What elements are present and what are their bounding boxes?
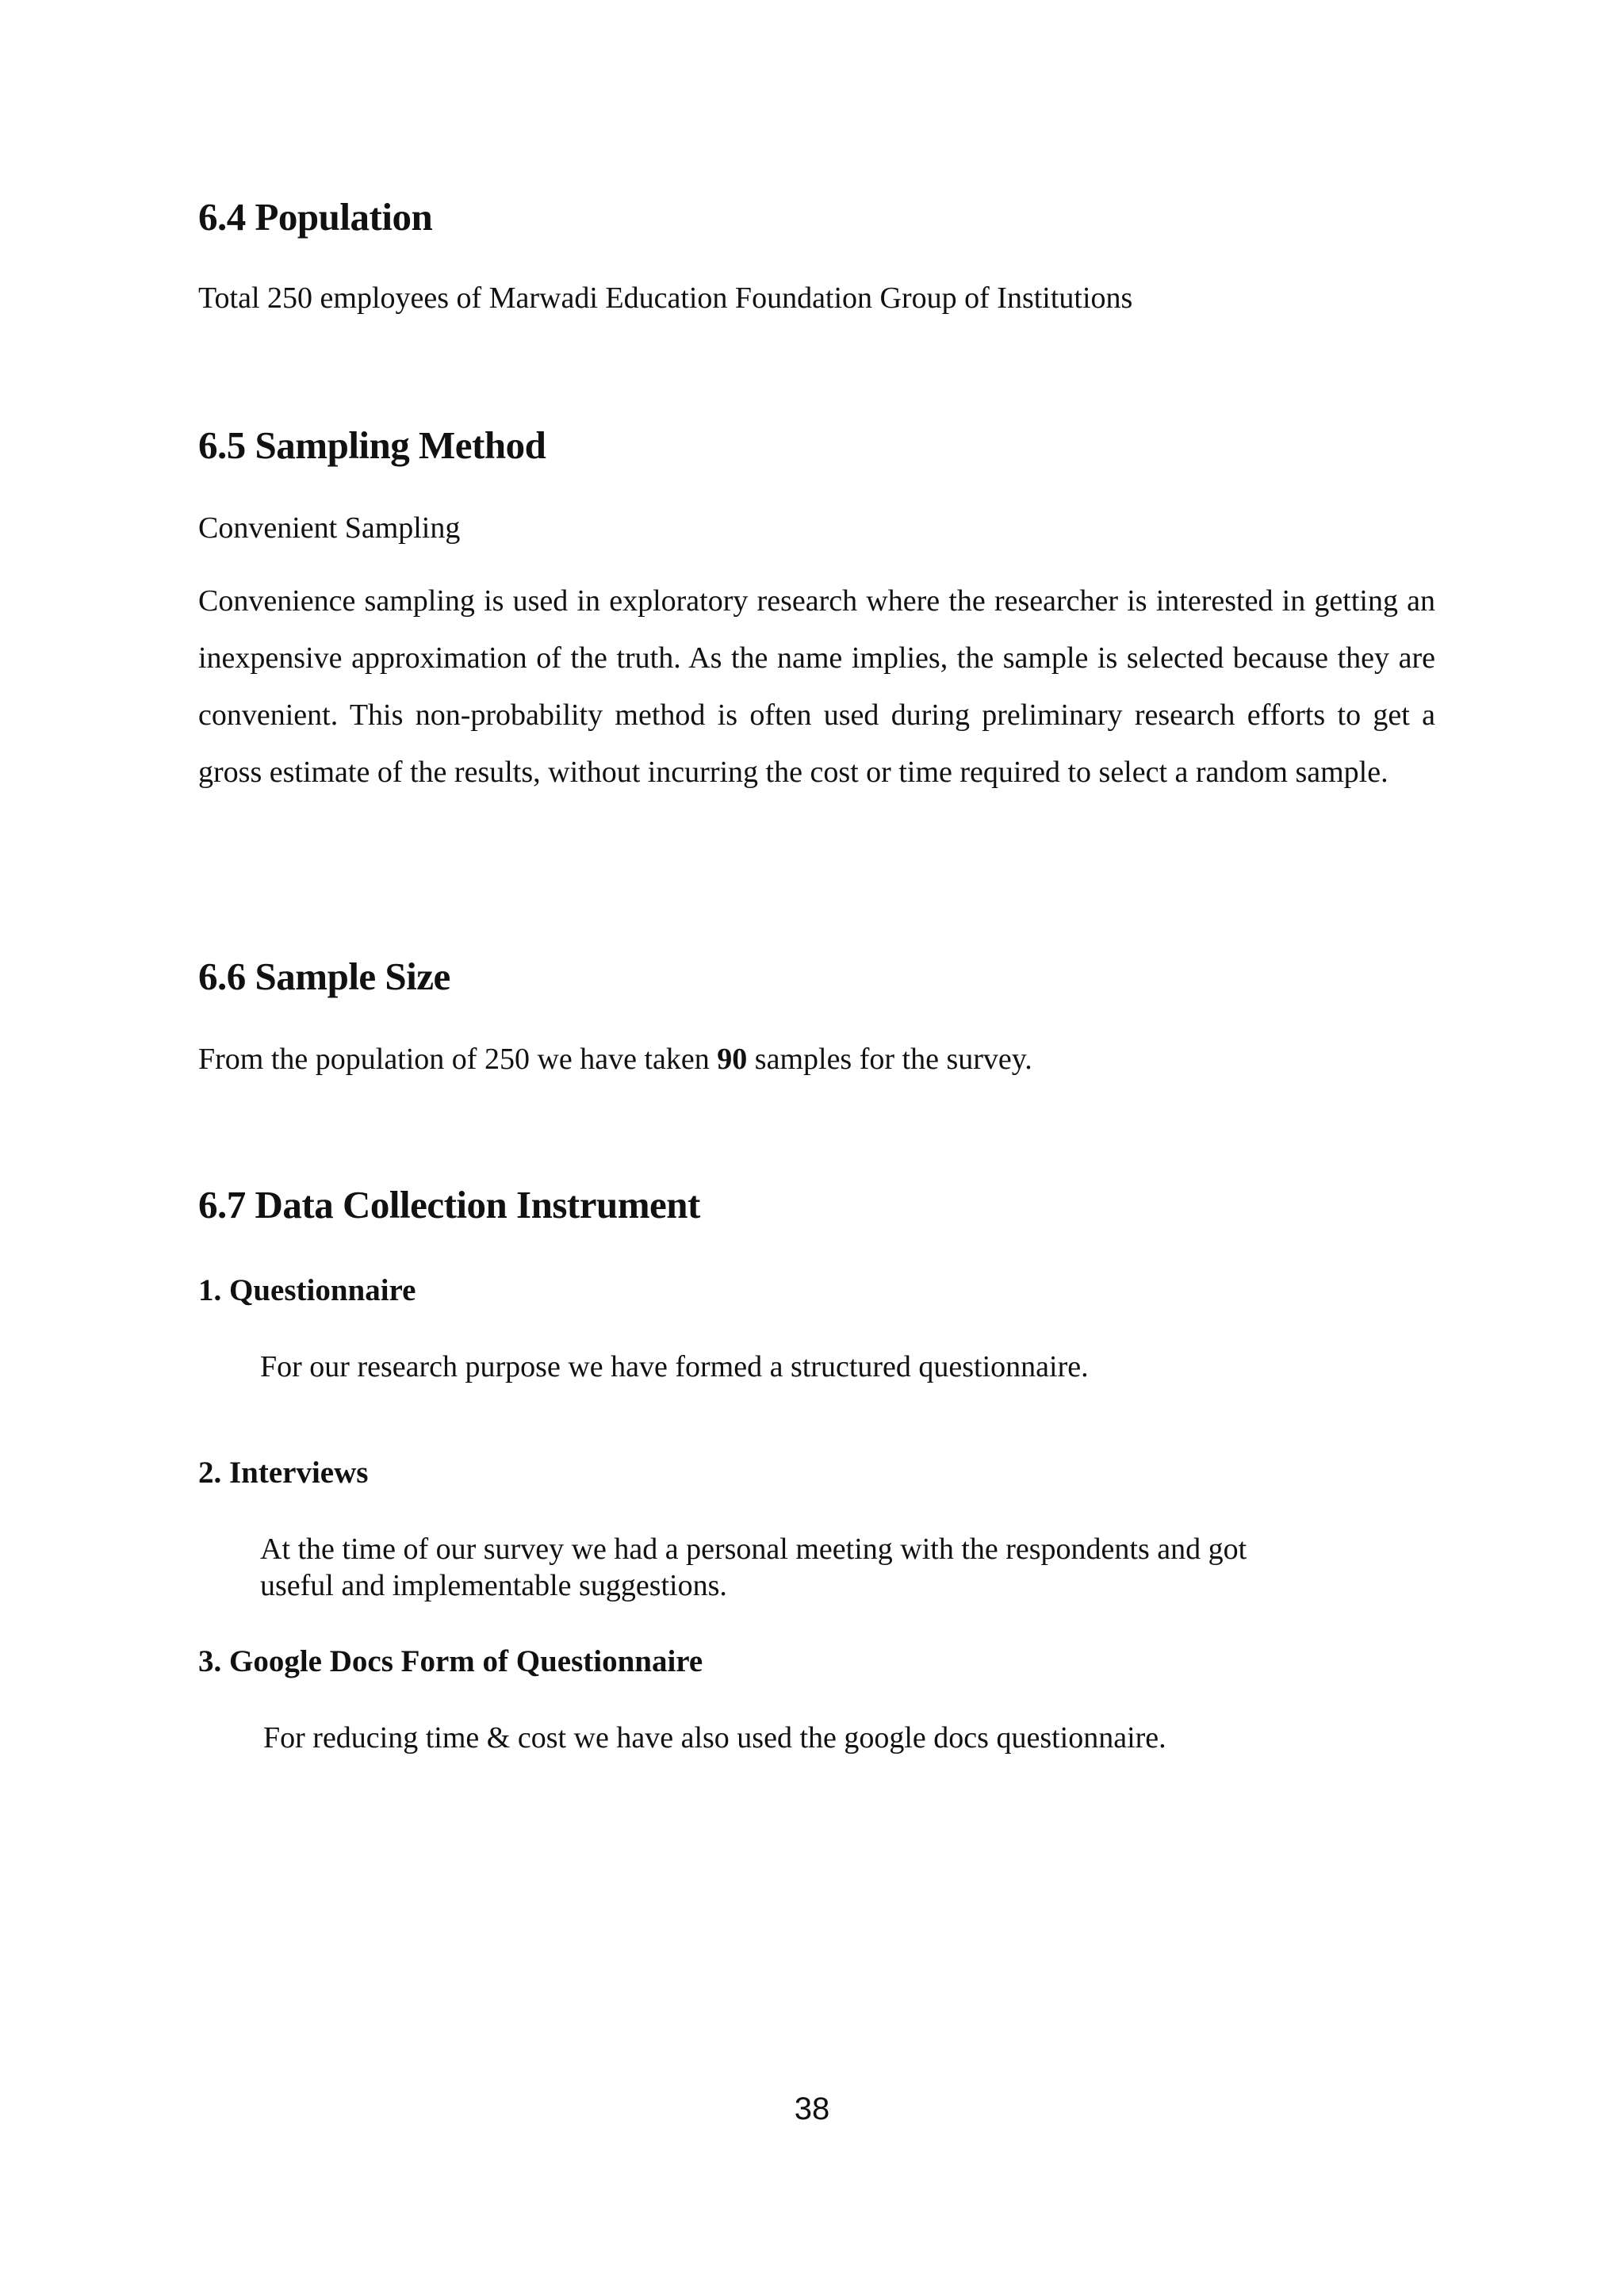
instrument-description-google-docs: For reducing time & cost we have also used the google docs questionnaire. bbox=[263, 1721, 1166, 1755]
instrument-title-questionnaire: 1. Questionnaire bbox=[198, 1273, 416, 1307]
sample-size-text-before: From the population of 250 we have taken bbox=[198, 1043, 718, 1076]
instrument-title-interviews: 2. Interviews bbox=[198, 1456, 369, 1490]
section-heading-sample-size: 6.6 Sample Size bbox=[198, 955, 450, 998]
sampling-method-paragraph: Convenience sampling is used in exploratory research where the researcher is interested in getting an inexpensive approximation of the truth. As the name implies, the sample is selected because they are convenient. This non-probability method is often used during preliminary research efforts to get a gross estimate of the results, without incurring the cost or time required to select a random sample. bbox=[198, 584, 1435, 789]
instrument-title-google-docs: 3. Google Docs Form of Questionnaire bbox=[198, 1644, 703, 1678]
sample-size-number: 90 bbox=[717, 1043, 748, 1076]
sample-size-text-after: samples for the survey. bbox=[747, 1043, 1032, 1076]
section-heading-population: 6.4 Population bbox=[198, 195, 433, 239]
population-text: Total 250 employees of Marwadi Education Foundation Group of Institutions bbox=[198, 281, 1133, 315]
sampling-method-subheading: Convenient Sampling bbox=[198, 511, 461, 545]
page-number: 38 bbox=[794, 2091, 830, 2126]
section-heading-sampling-method: 6.5 Sampling Method bbox=[198, 423, 546, 467]
instrument-description-interviews-line1: At the time of our survey we had a personal meeting with the respondents and got bbox=[260, 1533, 1247, 1566]
instrument-description-interviews-line2: useful and implementable suggestions. bbox=[260, 1569, 727, 1602]
sample-size-text bbox=[198, 1040, 1032, 1078]
instrument-description-questionnaire: For our research purpose we have formed a structured questionnaire. bbox=[260, 1350, 1089, 1383]
section-heading-data-collection: 6.7 Data Collection Instrument bbox=[198, 1183, 700, 1226]
